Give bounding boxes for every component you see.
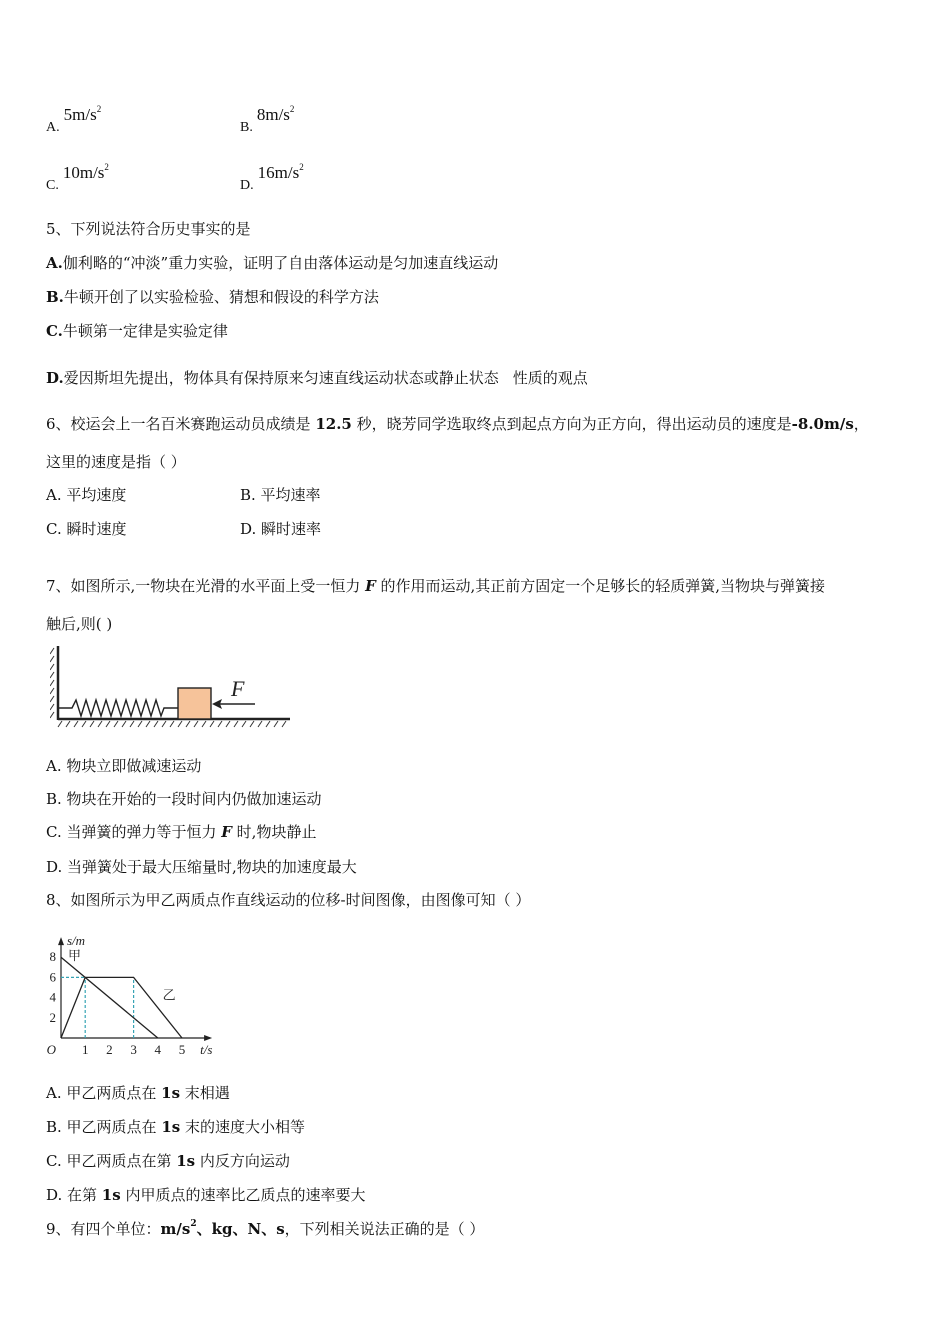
q4-option-b: $B.8m/s^2$	[240, 104, 295, 135]
q6-option-b: B. 平均速率	[240, 486, 321, 504]
q7-option-d: D. 当弹簧处于最大压缩量时,物块的加速度最大	[46, 858, 357, 876]
x-axis-arrow	[204, 1035, 212, 1041]
q5-option-d: D.爱因斯坦先提出，物体具有保持原来匀速直线运动状态或静止状态 性质的观点	[46, 369, 588, 387]
q4-option-a: $A.5m/s^2$	[46, 104, 102, 135]
q5-stem: 5、下列说法符合历史事实的是	[46, 220, 251, 238]
q7-stem-line1: 7、如图所示,一物块在光滑的水平面上受一恒力 F 的作用而运动,其正前方固定一个足够长的轻质弹簧,当物块与弹簧接	[46, 577, 826, 595]
x-tick-label: 4	[154, 1042, 162, 1057]
q4-option-c: $C.10m/s^2$	[46, 162, 109, 193]
y-tick-label: 2	[49, 1009, 56, 1025]
q8-option-d: D. 在第 1s 内甲质点的速率比乙质点的速率要大	[46, 1186, 366, 1204]
q7-stem-line2: 触后,则( )	[46, 615, 113, 633]
block	[178, 688, 211, 719]
q8-option-b: B. 甲乙两质点在 1s 末的速度大小相等	[46, 1118, 305, 1136]
q6-stem-line2: 这里的速度是指（ ）	[46, 453, 186, 471]
x-tick-label: 2	[106, 1042, 113, 1057]
q7-option-b: B. 物块在开始的一段时间内仍做加速运动	[46, 790, 322, 808]
spring	[59, 700, 178, 716]
y-axis-label: s/m	[67, 933, 86, 949]
q8-option-a: A. 甲乙两质点在 1s 末相遇	[46, 1084, 230, 1102]
origin-label: O	[46, 1042, 56, 1057]
x-tick-label: 1	[81, 1042, 89, 1057]
x-tick-label: 5	[178, 1042, 186, 1057]
force-label: F	[231, 676, 245, 701]
q6-stem-line1: 6、校运会上一名百米赛跑运动员成绩是 12.5 秒，晓芳同学选取终点到起点方向为正方向，得出运动员的速度是-8.0m/s，	[46, 415, 869, 433]
y-axis-arrow	[58, 937, 64, 945]
q5-option-c: C.牛顿第一定律是实验定律	[46, 322, 228, 340]
y-tick-label: 4	[49, 989, 56, 1005]
y-tick-label: 8	[49, 949, 56, 965]
series-label-1: 乙	[162, 987, 176, 1003]
x-tick-label: 3	[130, 1042, 137, 1057]
q9-stem: 9、有四个单位：$m/s^2$、kg、N、s，下列相关说法正确的是（ ）	[46, 1219, 485, 1238]
q4-option-d: $D.16m/s^2$	[240, 162, 304, 193]
spring-block-figure	[50, 642, 295, 732]
series-label-0: 甲	[68, 948, 82, 964]
x-axis-label: t/s	[200, 1042, 213, 1057]
q8-option-c: C. 甲乙两质点在第 1s 内反方向运动	[46, 1152, 290, 1170]
q5-option-b: B.牛顿开创了以实验检验、猜想和假设的科学方法	[46, 288, 379, 306]
series-line-0	[61, 957, 158, 1038]
q5-option-a: A.伽利略的“冲淡”重力实验，证明了自由落体运动是匀加速直线运动	[46, 254, 499, 272]
q7-option-a: A. 物块立即做减速运动	[46, 757, 202, 775]
q7-option-c: C. 当弹簧的弹力等于恒力 F 时,物块静止	[46, 823, 317, 841]
y-tick-label: 6	[49, 969, 56, 985]
q6-option-d: D. 瞬时速率	[240, 520, 322, 538]
position-time-chart	[40, 916, 230, 1061]
q6-option-a: A. 平均速度	[46, 486, 127, 504]
q8-stem: 8、如图所示为甲乙两质点作直线运动的位移-时间图像，由图像可知（ ）	[46, 891, 531, 909]
wall-hatching	[50, 648, 54, 718]
ground-hatching	[58, 721, 286, 727]
q6-option-c: C. 瞬时速度	[46, 520, 127, 538]
